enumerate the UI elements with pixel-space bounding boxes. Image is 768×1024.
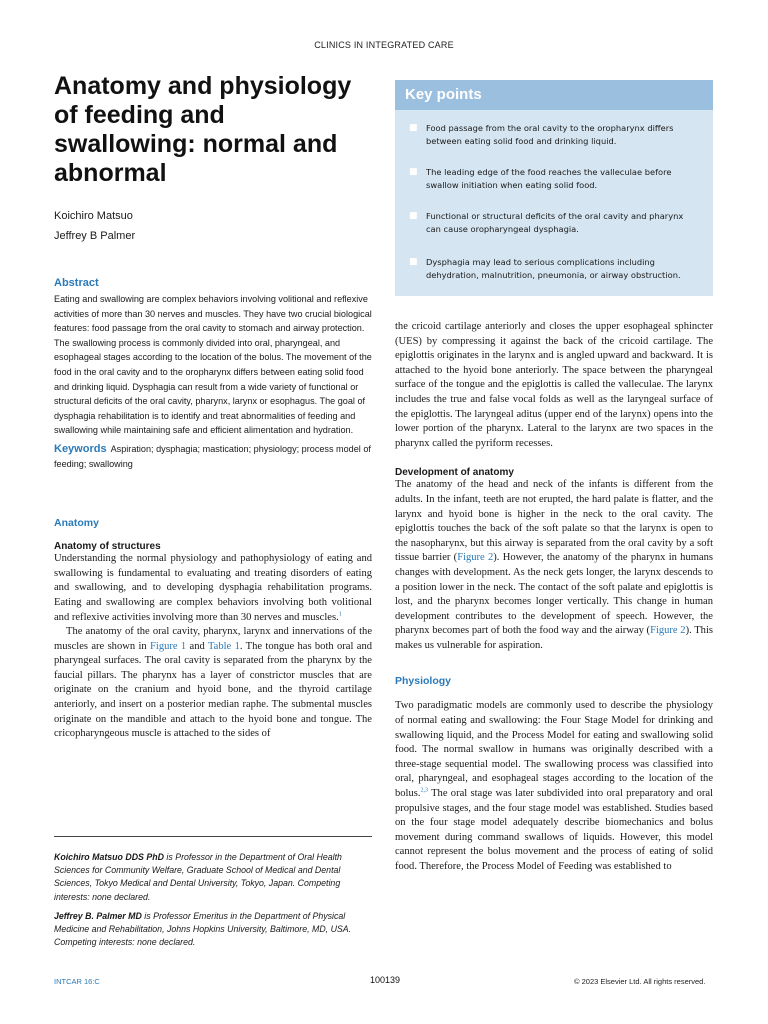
development-paragraph bbox=[395, 478, 713, 653]
key-point-3-text: Functional or structural deficits of the oral cavity and pharynx can cause oropharyngeal dysphagia. bbox=[426, 211, 684, 235]
physiology-heading: Physiology bbox=[395, 675, 452, 688]
development-subheading: Development of anatomy bbox=[395, 467, 514, 479]
anatomy-p1-text: Understanding the normal physiology and pathophysiology of eating and swallowing is fundamental to evaluating and treating disorders of eating and swallowing, and to developing dysphagia rehabilitation programs. Eating and swallowing are complex behaviors involving both volitional and reflexive activities involving more than 30 nerves and muscles. bbox=[54, 553, 372, 623]
table-1-link[interactable]: Table 1 bbox=[207, 640, 240, 652]
development-text-c: ). This makes us vulnerable for aspiration. bbox=[395, 625, 713, 651]
anatomy-subheading: Anatomy of structures bbox=[54, 541, 161, 553]
author-list bbox=[54, 206, 372, 246]
physiology-text-a: Two paradigmatic models are commonly used to describe the physiology of normal eating and swallowing: the Four Stage Model for drinking and swallowing liquid, and the Process Model for eating and swallowing solid food. The normal swallow in humans was originally described with a three-stage sequential model. The swallowing process was classified into oral, pharyngeal, and esophageal stages according to the location of the bolus. bbox=[395, 700, 713, 800]
footnote-name-2: Jeffrey B. Palmer MD bbox=[54, 911, 142, 921]
author-1: Koichiro Matsuo bbox=[54, 210, 133, 222]
keywords bbox=[54, 442, 372, 471]
author-2: Jeffrey B Palmer bbox=[54, 230, 136, 242]
physiology-paragraph bbox=[395, 699, 713, 874]
footnote-divider bbox=[54, 836, 372, 837]
anatomy-heading: Anatomy bbox=[54, 517, 99, 530]
anatomy-p2-text-b: . The tongue has both oral and pharyngeal surfaces. The oral cavity is separated from the pharynx by the faucial pillars. The pharynx has a layer of constrictor muscles that are originate on the cranium and hyoid bone, and the thyroid cartilage anteriorly, and insert on a posterior median raphe. The submental muscles originate on the mandible and attach to the hyoid bone and tongue. The cricopharyngeous muscle is attached to the sides of bbox=[54, 640, 372, 740]
footer-page-number: 100139 bbox=[370, 975, 401, 985]
key-point-4-text: Dysphagia may lead to serious complications including dehydration, malnutrition, pneumonia, or airway obstruction. bbox=[426, 257, 681, 281]
citation-ref-2-3[interactable]: 2,3 bbox=[420, 787, 428, 794]
running-head: CLINICS IN INTEGRATED CARE bbox=[314, 40, 454, 50]
abstract-text: Eating and swallowing are complex behaviors involving volitional and reflexive activities of more than 30 nerves and muscles. They have two crucial biological features: food passage from the oral cavity to stomach and airway protection. The swallowing process is commonly divided into oral, pharyngeal, and esophageal stages according to the location of the bolus. The movement of the food in the oral cavity and to the oropharynx differs between eating solid food and drinking liquid. Dysphagia can result from a wide variety of functional or structural deficits of the oral cavity, pharynx, larynx or esophagus. The goal of dysphagia rehabilitation is to identify and treat abnormalities of feeding and swallowing while maintaining safe and efficient alimentation and hydration. bbox=[54, 294, 372, 436]
anatomy-paragraph-2 bbox=[54, 625, 372, 742]
citation-ref[interactable]: 1 bbox=[338, 610, 342, 617]
keywords-text: Aspiration; dysphagia; mastication; physiology; process model of feeding; swallowing bbox=[54, 443, 371, 469]
bullet-icon: ■ bbox=[409, 123, 418, 133]
key-point-2-text: The leading edge of the food reaches the valleculae before swallow initiation when eating solid food. bbox=[426, 167, 672, 191]
key-point-3 bbox=[409, 210, 699, 237]
article-title: Anatomy and physiology of feeding and swallowing: normal and abnormal bbox=[54, 72, 352, 187]
bullet-icon: ■ bbox=[409, 211, 418, 221]
bullet-icon: ■ bbox=[409, 167, 418, 177]
anatomy-p2-and: and bbox=[186, 640, 208, 652]
key-points-heading: Key points bbox=[395, 80, 713, 110]
development-text-b: ). However, the anatomy of the pharynx in humans changes with development. As the neck gets longer, the larynx descends to a position lower in the neck. The contact of the soft palate and epiglottis is lost, and the pharynx becomes longer vertically. This change in human development contributes to the development of speech. However, the pharynx becomes part of both the food way and the airway ( bbox=[395, 552, 713, 637]
anatomy-paragraph-3: the cricoid cartilage anteriorly and closes the upper esophageal sphincter (UES) by compressing it against the back of the cricoid cartilage. The epiglottis originates in the larynx and is angled upward and backward. It is attached to the hyoid bone anteriorly. The space between the pharyngeal surface of the tongue and the epiglottis is called the valleculae. The larynx includes the true and false vocal folds as well as the laryngeal surface of the epiglottis. The laryngeal aditus (upper end of the larynx) opens into the lower portion of the pharynx. Lateral to the larynx are two spaces in the pharynx called the pyriform recesses. bbox=[395, 321, 713, 449]
figure-2-link-second[interactable]: Figure 2 bbox=[650, 625, 686, 637]
footnote-name-1: Koichiro Matsuo DDS PhD bbox=[54, 852, 164, 862]
development-text-a: The anatomy of the head and neck of the infants is different from the adults. In the infant, teeth are not erupted, the hard palate is flatter, and the larynx and hyoid bone is higher in the neck to the oral cavity. The epiglottis touches the back of the soft palate so that the larynx is open to the nasopharynx, but this airway is separated from the oral cavity by a soft tissue barrier ( bbox=[395, 479, 713, 564]
figure-2-link[interactable]: Figure 2 bbox=[457, 552, 494, 564]
footnote-text-2: is Professor Emeritus in the Department of Physical Medicine and Rehabilitation, Johns Hopkins University, Baltimore, MD, USA. Competing interests: none declared. bbox=[54, 911, 352, 948]
anatomy-paragraph-1 bbox=[54, 552, 372, 625]
anatomy-p2-text-a: The anatomy of the oral cavity, pharynx, larynx and innervations of the muscles are shown in bbox=[54, 626, 372, 652]
right-column bbox=[395, 80, 713, 875]
key-point-4 bbox=[409, 256, 699, 283]
footnote-author-2 bbox=[54, 910, 372, 950]
keywords-label: Keywords bbox=[54, 442, 107, 455]
footer-journal: INTCAR 16:C bbox=[54, 977, 100, 986]
key-point-1-text: Food passage from the oral cavity to the oropharynx differs between eating solid food and drinking liquid. bbox=[426, 123, 674, 147]
key-point-1 bbox=[409, 122, 699, 149]
key-point-2 bbox=[409, 166, 699, 193]
abstract-heading: Abstract bbox=[54, 277, 99, 289]
bullet-icon: ■ bbox=[409, 257, 418, 267]
footnote-author-1 bbox=[54, 851, 372, 904]
footnote-text-1: is Professor in the Department of Oral Health Sciences for Community Welfare, Graduate School of Medical and Dental Sciences, Tokyo Medical and Dental University, Tokyo, Japan. Competing interests: none declared. bbox=[54, 852, 342, 902]
left-column bbox=[54, 72, 372, 742]
key-points-box bbox=[395, 80, 713, 296]
figure-1-link[interactable]: Figure 1 bbox=[150, 640, 187, 652]
footer-copyright: © 2023 Elsevier Ltd. All rights reserved. bbox=[574, 977, 706, 986]
physiology-text-b: The oral stage was later subdivided into oral preparatory and oral propulsive stages, and the four stage model was established. Studies based on the four stage model adequately describe biomechanics and bolus movement during command swallows of liquids. However, this model cannot represent the bolus movement and the process of eating of solid food. Therefore, the Process Model of Feeding was established to bbox=[395, 788, 713, 872]
